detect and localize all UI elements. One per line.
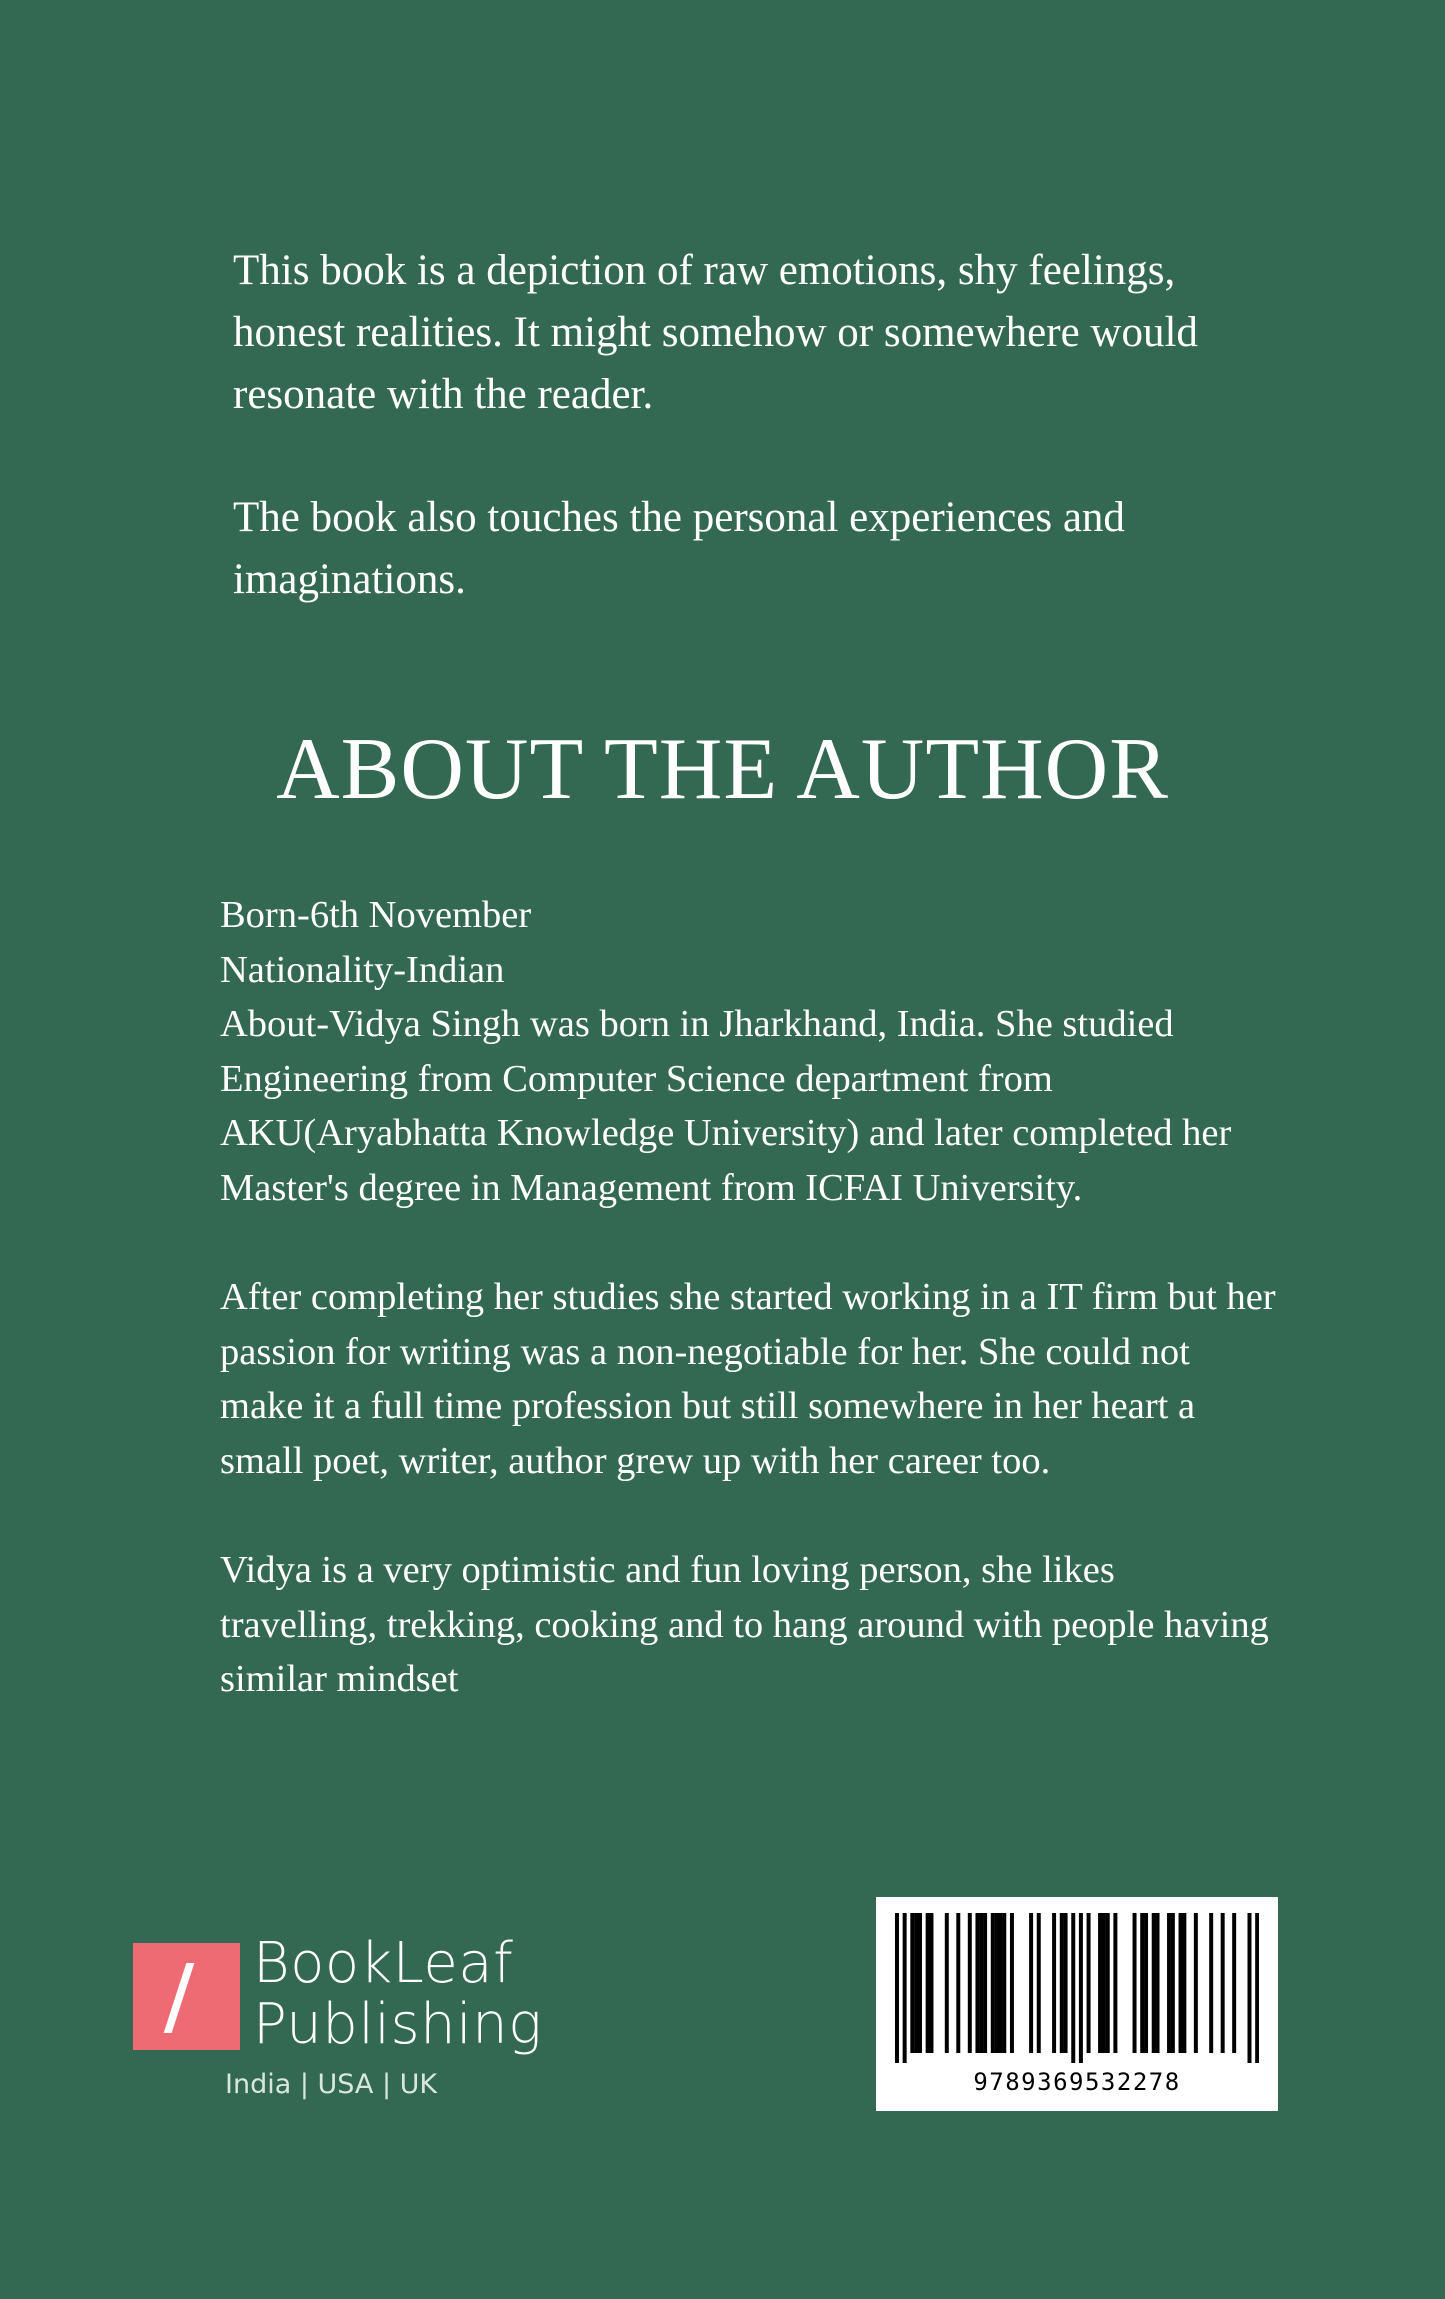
barcode-bar bbox=[1209, 1913, 1213, 2053]
barcode-bar bbox=[975, 1913, 979, 2053]
back-cover-blurb bbox=[233, 240, 1253, 672]
barcode-bar bbox=[910, 1913, 914, 2053]
barcode-bar bbox=[998, 1913, 1002, 2053]
publisher-name-line2: Publishing bbox=[253, 1992, 543, 2057]
barcode-bar bbox=[945, 1913, 949, 2053]
slash-icon bbox=[164, 1963, 195, 2033]
barcode-bar bbox=[1156, 1913, 1160, 2053]
barcode-bar bbox=[1029, 1913, 1033, 2053]
blurb-paragraph-1: This book is a depiction of raw emotions, shy feelings, honest realities. It might somehow or somewhere would resonate with the reader. bbox=[233, 247, 1198, 418]
isbn-barcode bbox=[876, 1897, 1278, 2111]
barcode-bar bbox=[1064, 1913, 1068, 2053]
author-personal: Vidya is a very optimistic and fun loving person, she likes travelling, trekking, cooking and to hang around with people having similar mindset bbox=[220, 1549, 1269, 1700]
barcode-bar bbox=[1221, 1913, 1225, 2053]
barcode-bar bbox=[1113, 1913, 1117, 2053]
publisher-name bbox=[253, 1933, 542, 2055]
barcode-icon bbox=[895, 1913, 1259, 2063]
barcode-bar bbox=[1098, 1913, 1102, 2053]
barcode-bar bbox=[1106, 1913, 1110, 2053]
barcode-bar bbox=[1152, 1913, 1156, 2053]
barcode-bar bbox=[1194, 1913, 1198, 2053]
barcode-bar bbox=[1071, 1913, 1075, 2063]
barcode-bar bbox=[1140, 1913, 1144, 2053]
barcode-bar bbox=[1133, 1913, 1137, 2053]
barcode-bar bbox=[895, 1913, 899, 2063]
barcode-bar bbox=[1060, 1913, 1064, 2053]
barcode-bar bbox=[926, 1913, 930, 2053]
barcode-bar bbox=[914, 1913, 918, 2053]
barcode-bar bbox=[983, 1913, 987, 2053]
isbn-number: 9789369532278 bbox=[973, 2068, 1181, 2096]
barcode-bar bbox=[995, 1913, 999, 2053]
barcode-bar bbox=[1144, 1913, 1148, 2053]
publisher-logo-mark bbox=[133, 1943, 240, 2050]
barcode-bar bbox=[1182, 1913, 1186, 2053]
publisher-logo bbox=[133, 1931, 553, 2110]
barcode-bar bbox=[1232, 1913, 1236, 2053]
barcode-bar bbox=[956, 1913, 960, 2053]
barcode-bar bbox=[1248, 1913, 1252, 2063]
author-bio bbox=[220, 888, 1280, 1762]
author-about: About-Vidya Singh was born in Jharkhand, India. She studied Engineering from Computer Science department from AKU(Aryabhatta Knowledge University) and later completed her Master's degree in Management from ICFAI University. bbox=[220, 1003, 1232, 1209]
publisher-name-line1: BookLeaf bbox=[253, 1931, 514, 1996]
barcode-bar bbox=[1002, 1913, 1006, 2053]
barcode-bar bbox=[1102, 1913, 1106, 2053]
barcode-bar bbox=[979, 1913, 983, 2053]
barcode-bar bbox=[968, 1913, 972, 2053]
barcode-bar bbox=[1171, 1913, 1175, 2053]
author-career: After completing her studies she started working in a IT firm but her passion for writing was a non-negotiable for her. She could not make it a full time profession but still somewhere in her heart a small poet, writer, author grew up with her career too. bbox=[220, 1276, 1276, 1482]
barcode-bar bbox=[991, 1913, 995, 2053]
barcode-bar bbox=[903, 1913, 907, 2063]
barcode-bar bbox=[918, 1913, 922, 2053]
barcode-bar bbox=[929, 1913, 933, 2053]
author-nationality: Nationality-Indian bbox=[220, 948, 505, 991]
about-author-heading: ABOUT THE AUTHOR bbox=[276, 721, 1169, 818]
barcode-bar bbox=[1087, 1913, 1091, 2053]
barcode-bar bbox=[1052, 1913, 1056, 2053]
barcode-bar bbox=[1167, 1913, 1171, 2053]
barcode-bar bbox=[1037, 1913, 1041, 2053]
barcode-bar bbox=[1255, 1913, 1259, 2063]
publisher-regions: India | USA | UK bbox=[225, 2069, 438, 2100]
blurb-paragraph-2: The book also touches the personal experiences and imaginations. bbox=[233, 494, 1125, 603]
author-born: Born-6th November bbox=[220, 894, 532, 936]
barcode-bar bbox=[1010, 1913, 1014, 2053]
barcode-bar bbox=[1179, 1913, 1183, 2053]
bio-facts bbox=[220, 888, 1280, 1215]
barcode-bar bbox=[1079, 1913, 1083, 2063]
